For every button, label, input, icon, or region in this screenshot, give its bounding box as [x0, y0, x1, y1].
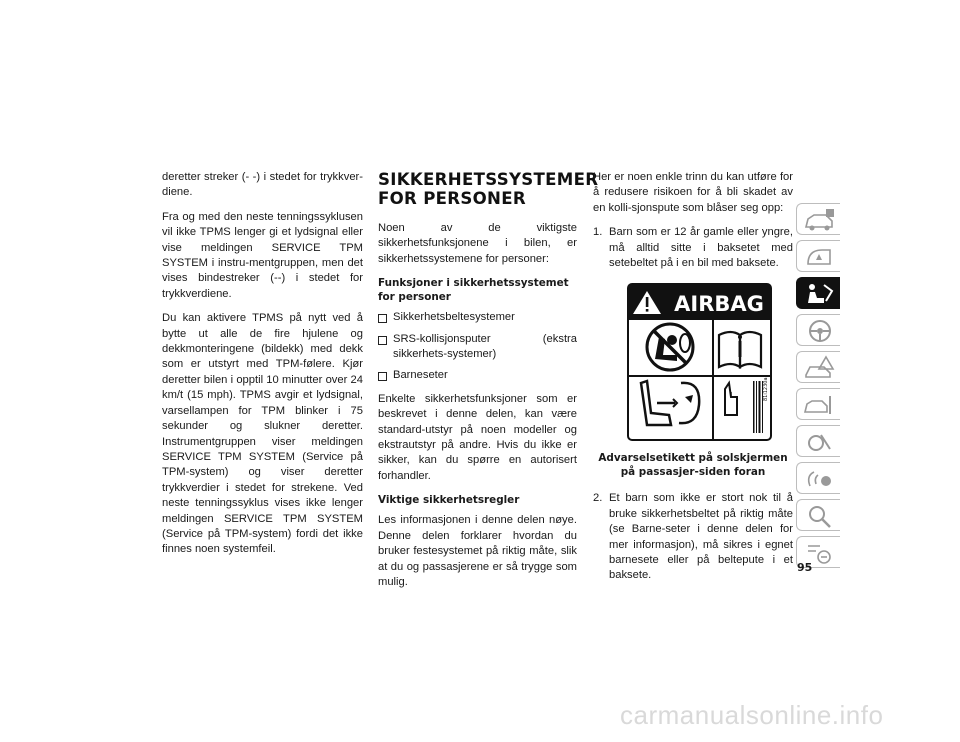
numbered-item-2: 2. Et barn som ikke er stort nok til å bruke sikkerhetsbeltet på riktig måte (se Barne-seter i denne delen for mer informasjon), må sikres i egnet barnesete eller på beltepute i et baksete. [593, 492, 793, 582]
checkbox-bullet-icon [378, 314, 387, 323]
label-code: 81i1230a [763, 377, 769, 402]
tab-multimedia[interactable] [796, 462, 840, 494]
section-tab-strip [796, 203, 841, 573]
tab-instrument-panel[interactable] [796, 240, 840, 272]
warning-hand-icon [725, 383, 737, 415]
subheading-functions: Funksjoner i sikkerhetssystemet for personer [378, 277, 569, 304]
tab-index[interactable] [796, 499, 840, 531]
paragraph-reactivate-tpms: Du kan aktivere TPMS på nytt ved å bytte ut alle de fire hjulene og dekkmonteringene (bildekk) med dekk som er utstyrt med TPM-følere. Kjør deretter bilen i opptil 10 minutter over 24 km/t (15 mph). TPMS avgir et lydsignal, varsellampen for TPM blinker i 75 sekunder og slukner deretter. Instrumentgruppen viser meldingen SERVICE TPM SYSTEM (Service på TPM-system) og viser deretter trykkverdier i stedet for strekene. Ved neste tenningssyklus vises ikke lenger meldingen SERVICE TPM SYSTEM (Service på TPM-system) fordi det ikke finnes noen systemfeil. [162, 312, 363, 556]
airbag-warning-label [627, 283, 772, 441]
steering-wheel-icon [802, 318, 836, 344]
list-item: Barneseter [378, 368, 577, 383]
numbered-item-1: 1. Barn som er 12 år gamle eller yngre, må alltid sitte i baksetet med setebeltet på i en bil med baksete. [593, 226, 793, 270]
multimedia-icon [802, 466, 836, 492]
car-info-icon [802, 207, 836, 233]
airbag-label-illustration [629, 285, 770, 439]
checkbox-bullet-icon [378, 336, 387, 345]
manual-book-icon [719, 332, 761, 367]
paragraph-dashes: deretter streker (- -) i stedet for trykkver-diene. [162, 171, 363, 199]
paragraph-standard-equipment: Enkelte sikkerhetsfunksjoner som er beskrevet i denne delen, kan være standard-utstyr på noen modeller og ekstrautstyr på andre. Hvis du ikke er sikker, kan du spørre en autorisert forhandler. [378, 392, 577, 482]
search-index-icon [802, 503, 836, 529]
page-number: 95 [797, 561, 813, 574]
tab-safety[interactable] [796, 277, 840, 309]
barcode-icon [753, 381, 763, 433]
left-column [162, 170, 363, 567]
tab-maintenance[interactable] [796, 425, 840, 457]
emergency-triangle-icon [802, 355, 836, 381]
intro-paragraph: Noen av de viktigste sikkerhetsfunksjonene i bilen, er sikkerhetssystemene for personer: [378, 222, 577, 265]
checkbox-bullet-icon [378, 372, 387, 381]
dashboard-warning-icon [802, 244, 836, 270]
svg-text:!: ! [730, 391, 733, 400]
paragraph-ignition-cycle: Fra og med den neste tenningssyklusen vil ikke TPMS lenger gi et lydsignal eller vise meldingen SERVICE TPM SYSTEM i instru-mentgruppen, men det vises bindestreker (--) i stedet for trykkverdiene. [162, 210, 363, 300]
subheading-safety-rules: Viktige sikkerhetsregler [378, 494, 520, 507]
intro-paragraph: Her er noen enkle trinn du kan utføre for å redusere risikoen for å bli skadet av en kolli-sjonspute som blåser seg opp: [593, 171, 793, 214]
figure-caption: Advarselsetikett på solskjermen på passasjer-siden foran [598, 452, 788, 479]
paragraph-read-carefully: Les informasjonen i denne delen nøye. Denne delen forklarer hvordan du bruker festesystemet på riktig måte, slik at du og passasjerene er så trygge som mulig. [378, 514, 577, 588]
section-heading: SIKKERHETSSYSTEMER FOR PERSONER [378, 170, 599, 208]
list-item: Sikkerhetsbeltesystemer [378, 310, 577, 325]
watermark: carmanualsonline.info [620, 700, 884, 730]
right-column [593, 170, 793, 594]
tab-getting-to-know[interactable] [796, 203, 840, 235]
no-child-seat-icon [647, 324, 693, 370]
tab-starting-and-operating[interactable] [796, 314, 840, 346]
tab-servicing[interactable] [796, 388, 840, 420]
airbag-safety-icon [802, 281, 836, 307]
list-item: SRS-kollisjonsputer (ekstra sikkerhets-systemer) [378, 332, 577, 363]
airbag-label-text: AIRBAG [674, 292, 764, 317]
maintenance-tools-icon [802, 429, 836, 455]
car-service-icon [802, 392, 836, 418]
airbag-seat-icon [641, 381, 699, 425]
middle-column [378, 170, 599, 599]
tab-in-case-of-emergency[interactable] [796, 351, 840, 383]
